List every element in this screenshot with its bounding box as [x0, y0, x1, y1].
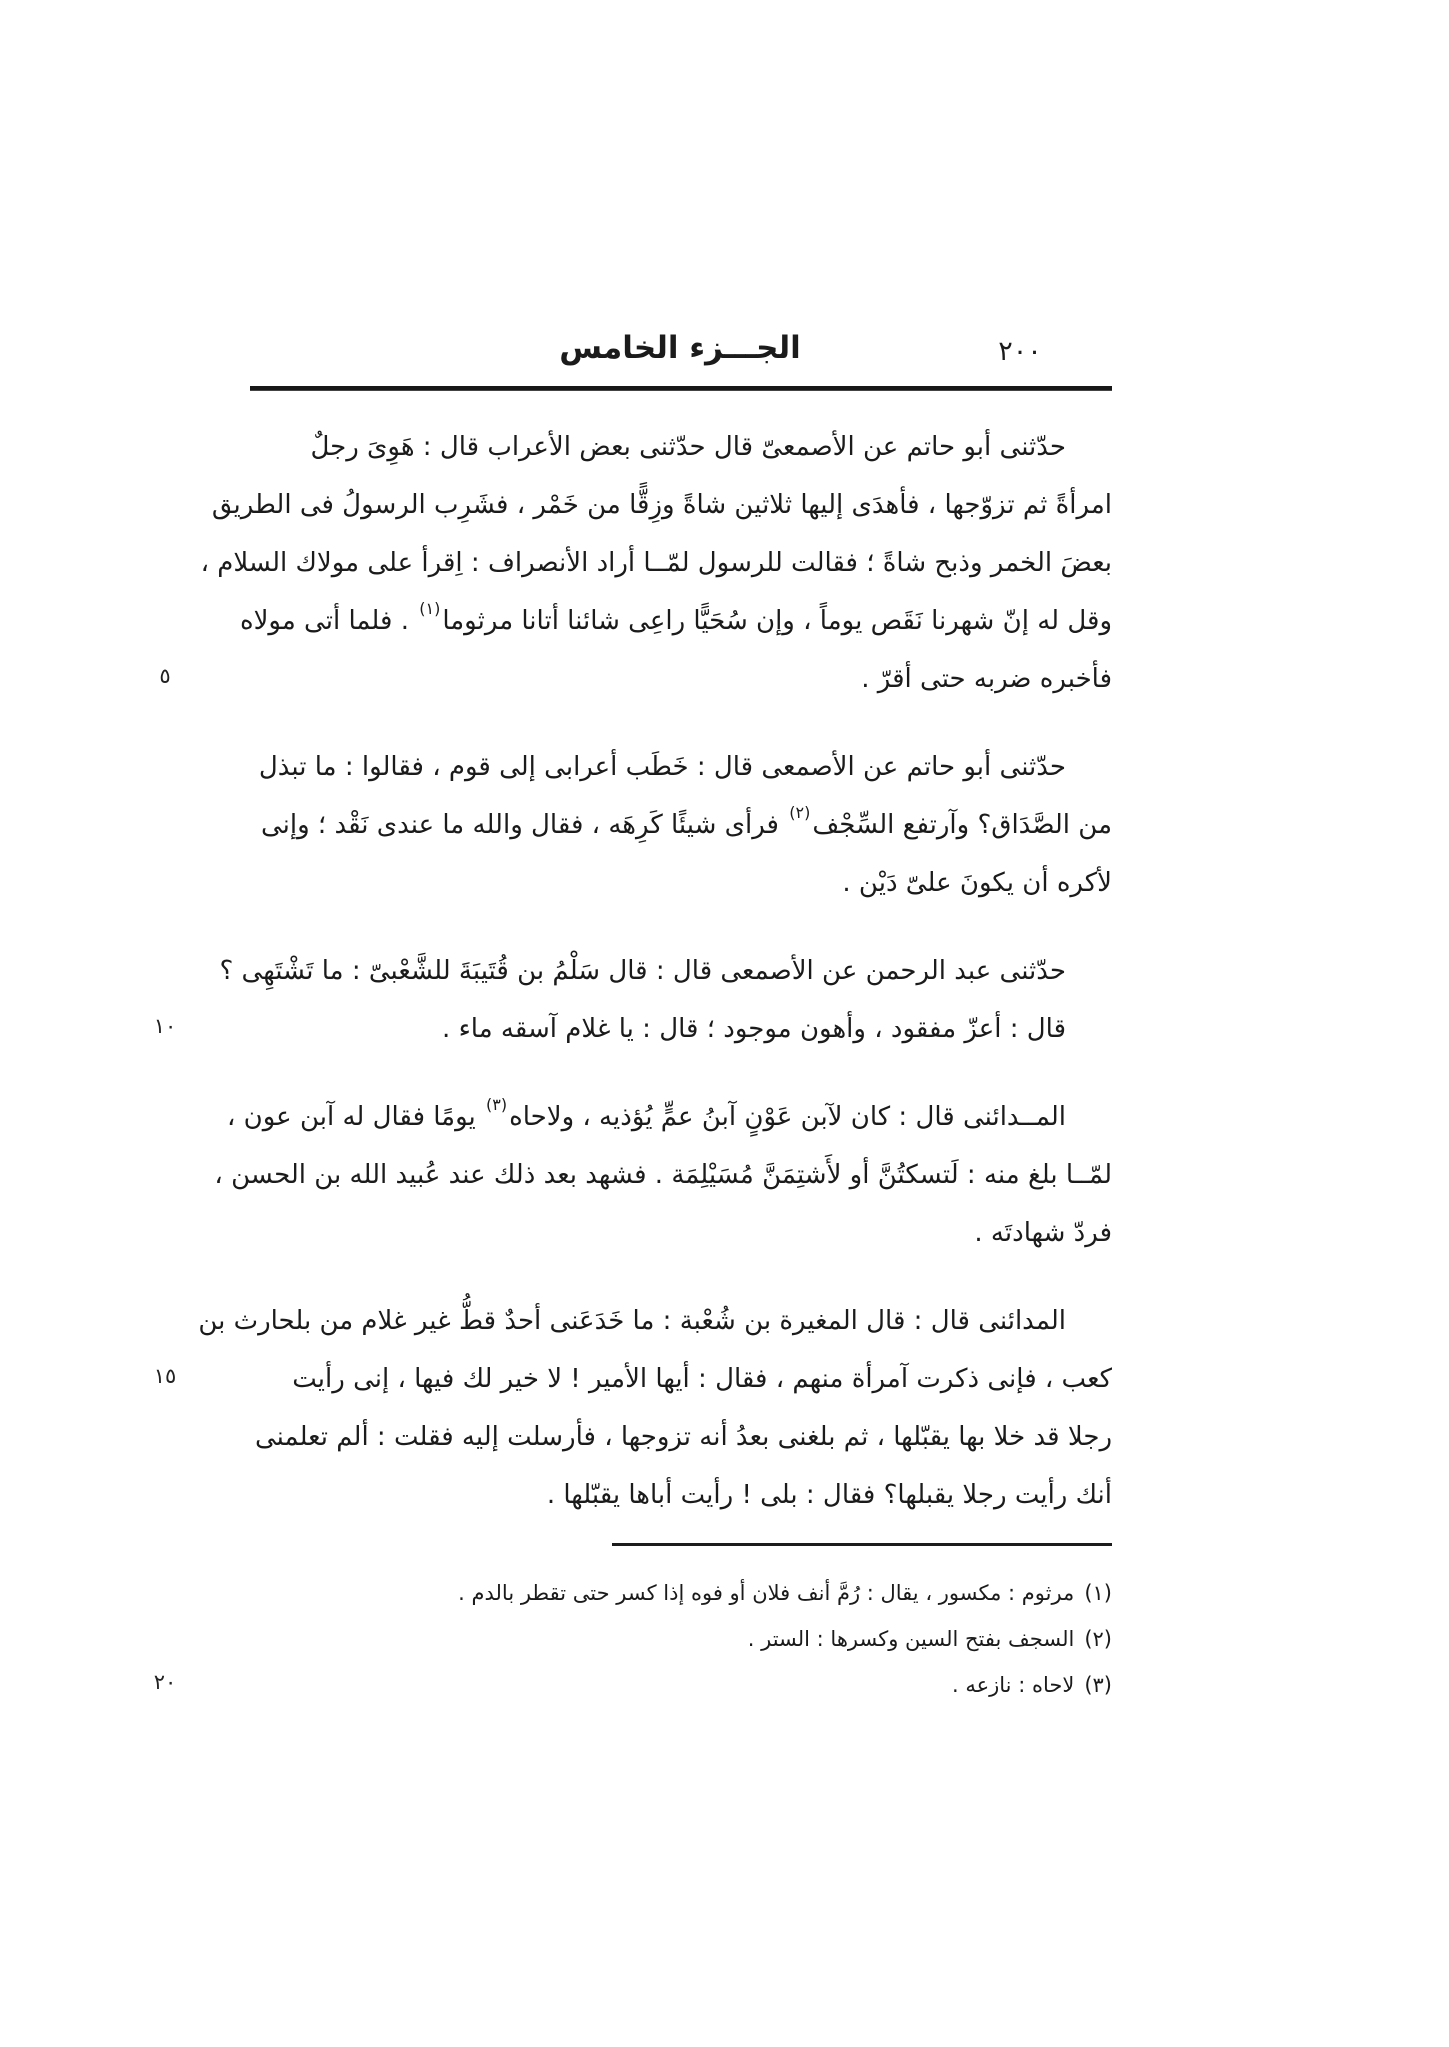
- text-line: [250, 738, 1112, 796]
- footnote-number: (٣): [1084, 1673, 1112, 1697]
- footnote-line: [250, 1570, 1112, 1616]
- text-run: قال : أعزّ مفقود ، وأهون موجود ؛ قال : يا غلام آسقه ماء .: [442, 1014, 1066, 1044]
- text-run: أنك رأيت رجلا يقبلها؟ فقال : بلى ! رأيت أباها يقبّلها .: [546, 1480, 1112, 1510]
- text-run: كعب ، فإنى ذكرت آمرأة منهم ، فقال : أيها الأمير ! لا خير لك فيها ، إنى رأيت: [292, 1364, 1112, 1394]
- paragraph: [200, 418, 1112, 708]
- footnote-marker: (١): [419, 599, 441, 618]
- text-line: [250, 854, 1112, 912]
- text-line: [250, 1204, 1112, 1262]
- text-line: [211, 476, 1112, 534]
- paragraph: [219, 942, 1112, 1058]
- text-run: المدائنى قال : قال المغيرة بن شُعْبة : ما خَدَعَنى أحدٌ قطُّ غير غلام من بلحارث بن: [198, 1306, 1066, 1336]
- text-run: لأكره أن يكونَ علىّ دَيْن .: [842, 868, 1112, 898]
- text-run: حدّثنى أبو حاتم عن الأصمعى قال : خَطَب أعرابى إلى قوم ، فقالوا : ما تبذل: [258, 752, 1066, 782]
- footnote-line: [250, 1616, 1112, 1662]
- text-line: [219, 942, 1112, 1000]
- page-title: الجـــزء الخامس: [559, 330, 801, 366]
- text-line: [239, 592, 1112, 650]
- footnote-separator-rule: [612, 1543, 1112, 1546]
- text-line: [250, 796, 1112, 854]
- text-line: [200, 534, 1112, 592]
- text-run: فرأى شيئًا كَرِهَه ، فقال والله ما عندى نَقْد ؛ وإنى: [260, 810, 788, 840]
- text-line: [250, 1408, 1112, 1466]
- text-body: [198, 418, 1112, 1554]
- footnotes-list: [250, 1570, 1112, 1708]
- margin-line-number-20: ٢٠: [153, 1670, 177, 1694]
- text-run: فردّ شهادتَه .: [974, 1218, 1112, 1248]
- paragraph: [198, 1292, 1112, 1524]
- text-run: فأخبره ضربه حتى أقرّ .: [861, 664, 1112, 694]
- text-run: المــدائنى قال : كان لآبن عَوْنٍ آبنُ عمٍّ يُؤذيه ، ولاحاه: [509, 1102, 1066, 1132]
- margin-line-number-15: ١٥: [153, 1364, 177, 1388]
- margin-line-number-10: ١٠: [153, 1014, 177, 1038]
- paragraph: [250, 738, 1112, 912]
- text-line: [198, 1292, 1112, 1350]
- text-run: حدّثنى أبو حاتم عن الأصمعىّ قال حدّثنى بعض الأعراب قال : هَوِىَ رجلٌ: [310, 432, 1066, 462]
- paragraph: [214, 1088, 1112, 1262]
- footnote-number: (١): [1084, 1581, 1112, 1605]
- footnote-number: (٢): [1084, 1627, 1112, 1651]
- footnote-text: السجف بفتح السين وكسرها : الستر .: [747, 1627, 1075, 1651]
- text-line: [250, 1466, 1112, 1524]
- footnote-line: [250, 1662, 1112, 1708]
- text-line: [250, 418, 1112, 476]
- text-run: حدّثنى عبد الرحمن عن الأصمعى قال : قال سَلْمُ بن قُتَيبَةَ للشَّعْبىّ : ما تَشْتَهِى ؟: [219, 956, 1066, 986]
- page-number: ٢٠٠: [998, 336, 1042, 367]
- text-run: وقل له إنّ شهرنا نَقَص يوماً ، وإن سُحَيًّا راعِى شائنا أتانا مرثوما: [442, 606, 1112, 636]
- text-line: [250, 650, 1112, 708]
- text-run: امرأةً ثم تزوّجها ، فأهدَى إليها ثلاثين شاةً وزِقًّا من خَمْر ، فشَرِب الرسولُ فى الطريق: [211, 490, 1112, 520]
- text-line: [227, 1088, 1112, 1146]
- footnote-marker: (٢): [789, 803, 811, 822]
- text-run: من الصَّدَاق؟ وآرتفع السِّجْف: [812, 810, 1112, 840]
- text-run: يومًا فقال له آبن عون ،: [227, 1102, 485, 1132]
- text-run: . فلما أتى مولاه: [239, 606, 418, 636]
- margin-line-number-5: ٥: [159, 664, 171, 688]
- footnote-text: مرثوم : مكسور ، يقال : رُمَّ أنف فلان أو فوه إذا كسر حتى تقطر بالدم .: [458, 1581, 1075, 1605]
- footnote-text: لاحاه : نازعه .: [952, 1673, 1075, 1697]
- text-run: لمّــا بلغ منه : لَتسكتُنَّ أو لأَشتِمَنَّ مُسَيْلِمَة . فشهد بعد ذلك عند عُبيد الله بن الحسن ،: [214, 1160, 1112, 1190]
- text-run: بعضَ الخمر وذبح شاةً ؛ فقالت للرسول لمّــا أراد الأنصراف : اِقرأ على مولاك السلام ،: [200, 548, 1112, 578]
- header-rule: [250, 386, 1112, 391]
- footnote-marker: (٣): [486, 1095, 508, 1114]
- text-line: [214, 1146, 1112, 1204]
- text-line: [250, 1000, 1112, 1058]
- text-line: [250, 1350, 1112, 1408]
- text-run: رجلا قد خلا بها يقبّلها ، ثم بلغنى بعدُ أنه تزوجها ، فأرسلت إليه فقلت : ألم تعلمنى: [255, 1422, 1112, 1452]
